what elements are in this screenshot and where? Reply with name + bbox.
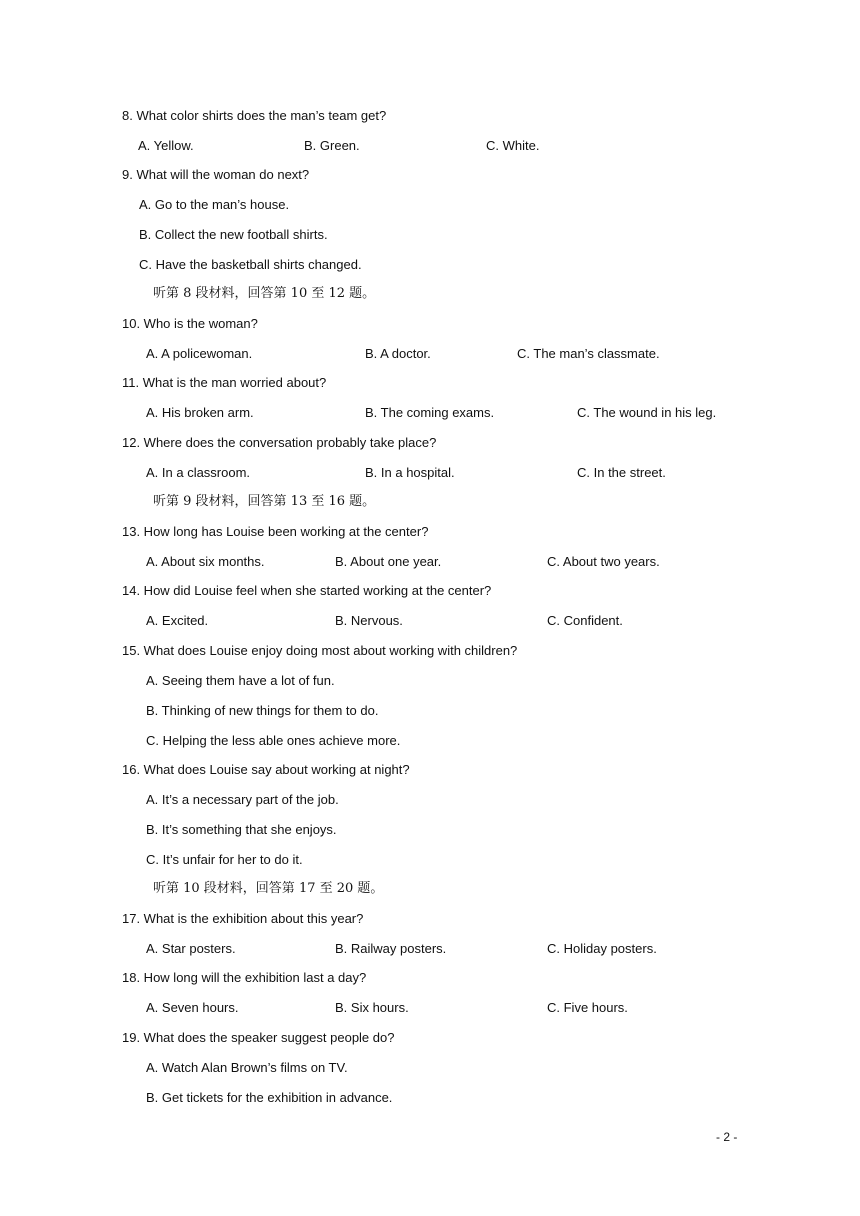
question-8: 8. What color shirts does the man’s team get? — [122, 108, 387, 123]
option-10b: B. A doctor. — [365, 346, 431, 361]
option-12a: A. In a classroom. — [146, 465, 251, 480]
option-9c: C. Have the basketball shirts changed. — [139, 257, 362, 272]
question-9: 9. What will the woman do next? — [122, 167, 310, 182]
option-14b: B. Nervous. — [335, 613, 403, 628]
question-15: 15. What does Louise enjoy doing most about working with children? — [122, 643, 518, 658]
page-number: - 2 - — [716, 1130, 738, 1144]
option-10c: C. The man’s classmate. — [517, 346, 660, 361]
option-12b: B. In a hospital. — [365, 465, 455, 480]
option-8c: C. White. — [486, 138, 540, 153]
option-12c: C. In the street. — [577, 465, 666, 480]
question-13: 13. How long has Louise been working at the center? — [122, 524, 429, 539]
question-14: 14. How did Louise feel when she started working at the center? — [122, 583, 492, 598]
option-15b: B. Thinking of new things for them to do. — [146, 703, 379, 718]
option-18a: A. Seven hours. — [146, 1000, 239, 1015]
option-18b: B. Six hours. — [335, 1000, 409, 1015]
question-19: 19. What does the speaker suggest people do? — [122, 1030, 395, 1045]
option-17c: C. Holiday posters. — [547, 941, 657, 956]
question-16: 16. What does Louise say about working at night? — [122, 762, 410, 777]
option-8b: B. Green. — [304, 138, 360, 153]
question-17: 17. What is the exhibition about this year? — [122, 911, 364, 926]
option-16b: B. It’s something that she enjoys. — [146, 822, 337, 837]
section-heading-8: 听第 8 段材料，回答第 10 至 12 题。 — [153, 286, 376, 301]
option-13a: A. About six months. — [146, 554, 265, 569]
section-heading-10: 听第 10 段材料，回答第 17 至 20 题。 — [153, 881, 384, 896]
option-15c: C. Helping the less able ones achieve more. — [146, 733, 401, 748]
option-19b: B. Get tickets for the exhibition in advance. — [146, 1090, 393, 1105]
option-16c: C. It’s unfair for her to do it. — [146, 852, 303, 867]
option-13c: C. About two years. — [547, 554, 660, 569]
option-17a: A. Star posters. — [146, 941, 236, 956]
option-8a: A. Yellow. — [138, 138, 194, 153]
option-13b: B. About one year. — [335, 554, 442, 569]
option-19a: A. Watch Alan Brown’s films on TV. — [146, 1060, 348, 1075]
option-14c: C. Confident. — [547, 613, 623, 628]
question-18: 18. How long will the exhibition last a day? — [122, 970, 367, 985]
option-14a: A. Excited. — [146, 613, 209, 628]
question-10: 10. Who is the woman? — [122, 316, 258, 331]
option-16a: A. It’s a necessary part of the job. — [146, 792, 339, 807]
option-17b: B. Railway posters. — [335, 941, 447, 956]
option-11a: A. His broken arm. — [146, 405, 254, 420]
option-9b: B. Collect the new football shirts. — [139, 227, 328, 242]
option-18c: C. Five hours. — [547, 1000, 628, 1015]
option-11c: C. The wound in his leg. — [577, 405, 717, 420]
section-heading-9: 听第 9 段材料，回答第 13 至 16 题。 — [153, 494, 376, 509]
option-10a: A. A policewoman. — [146, 346, 253, 361]
option-11b: B. The coming exams. — [365, 405, 495, 420]
option-15a: A. Seeing them have a lot of fun. — [146, 673, 335, 688]
question-12: 12. Where does the conversation probably take place? — [122, 435, 437, 450]
option-9a: A. Go to the man’s house. — [139, 197, 290, 212]
question-11: 11. What is the man worried about? — [122, 375, 327, 390]
